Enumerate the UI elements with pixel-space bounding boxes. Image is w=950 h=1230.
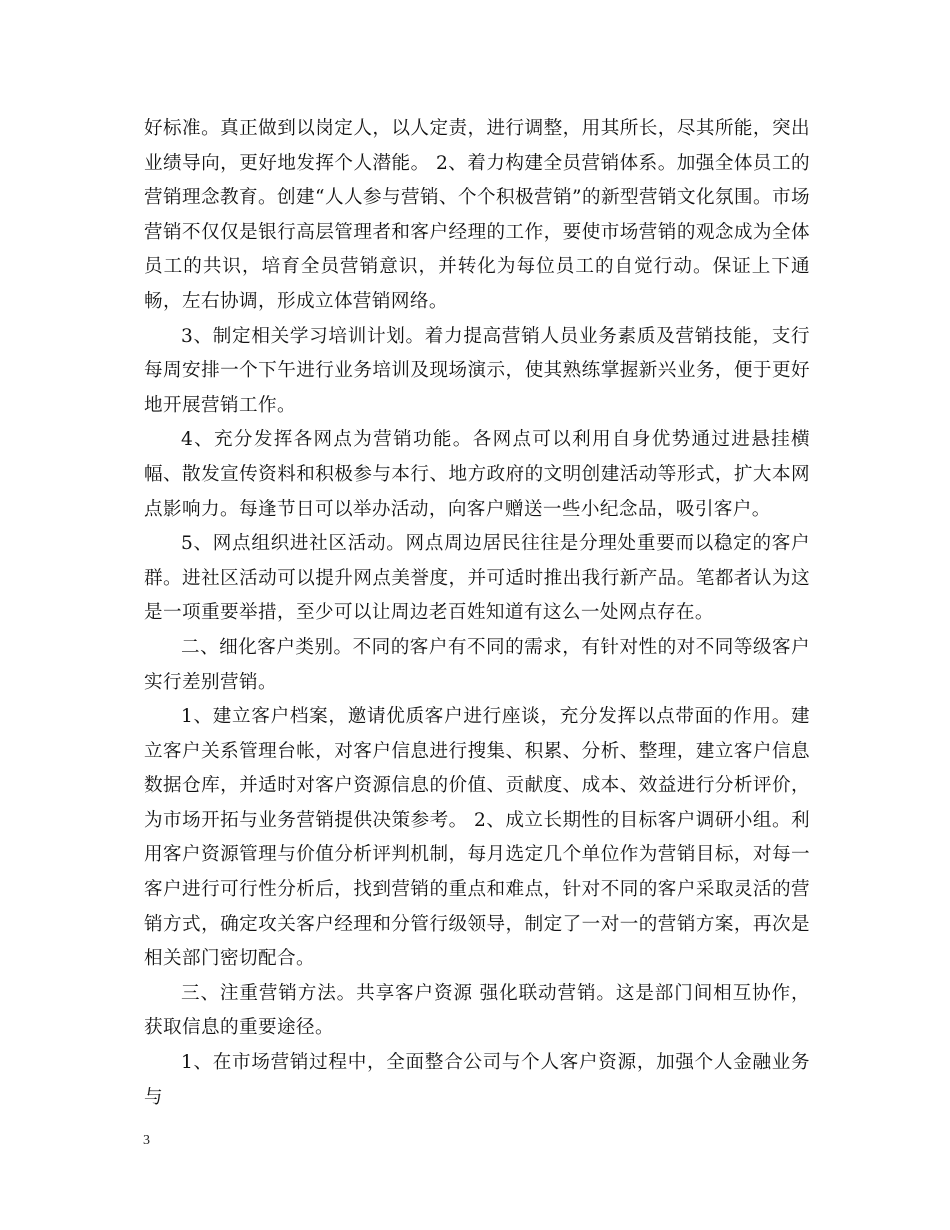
paragraph-7: 三、注重营销方法。共享客户资源 强化联动营销。这是部门间相互协作，获取信息的重要途径。	[144, 982, 810, 1039]
paragraph-1: 好标准。真正做到以岗定人，以人定责，进行调整，用其所长，尽其所能，突出业绩导向，更好地发挥个人潜能。 2、着力构建全员营销体系。加强全体员工的营销理念教育。创建“人人参与营销、个个积极营销”的新型营销文化氛围。市场营销不仅仅是银行高层管理者和客户经理的工作，要使市场营销的观念成为全体员工的共识，培育全员营销意识，并转化为每位员工的自觉行动。保证上下通畅，左右协调，形成立体营销网络。	[144, 118, 810, 312]
paragraph-4: 5、网点组织进社区活动。网点周边居民往往是分理处重要而以稳定的客户群。进社区活动可以提升网点美誉度，并可适时推出我行新产品。笔都者认为这是一项重要举措，至少可以让周边老百姓知道有这么一处网点存在。	[144, 533, 810, 624]
paragraph-3: 4、充分发挥各网点为营销功能。各网点可以利用自身优势通过进悬挂横幅、散发宣传资料和积极参与本行、地方政府的文明创建活动等形式，扩大本网点影响力。每逢节日可以举办活动，向客户赠送一些小纪念品，吸引客户。	[144, 429, 810, 520]
paragraph-8: 1、在市场营销过程中，全面整合公司与个人客户资源，加强个人金融业务与	[144, 1052, 810, 1108]
page-number: 3	[143, 1133, 150, 1148]
body-text	[144, 112, 810, 1115]
paragraph-2: 3、制定相关学习培训计划。着力提高营销人员业务素质及营销技能，支行每周安排一个下午进行业务培训及现场演示，使其熟练掌握新兴业务，便于更好地开展营销工作。	[144, 325, 810, 416]
paragraph-6: 1、建立客户档案，邀请优质客户进行座谈，充分发挥以点带面的作用。建立客户关系管理台帐，对客户信息进行搜集、积累、分析、整理，建立客户信息数据仓库，并适时对客户资源信息的价值、贡献度、成本、效益进行分析评价，为市场开拓与业务营销提供决策参考。 2、成立长期性的目标客户调研小组。利用客户资源管理与价值分析评判机制，每月选定几个单位作为营销目标，对每一客户进行可行性分析后，找到营销的重点和难点，针对不同的客户采取灵活的营销方式，确定攻关客户经理和分管行级领导，制定了一对一的营销方案，再次是相关部门密切配合。	[144, 706, 810, 970]
paragraph-5: 二、细化客户类别。不同的客户有不同的需求，有针对性的对不同等级客户实行差别营销。	[144, 636, 810, 693]
